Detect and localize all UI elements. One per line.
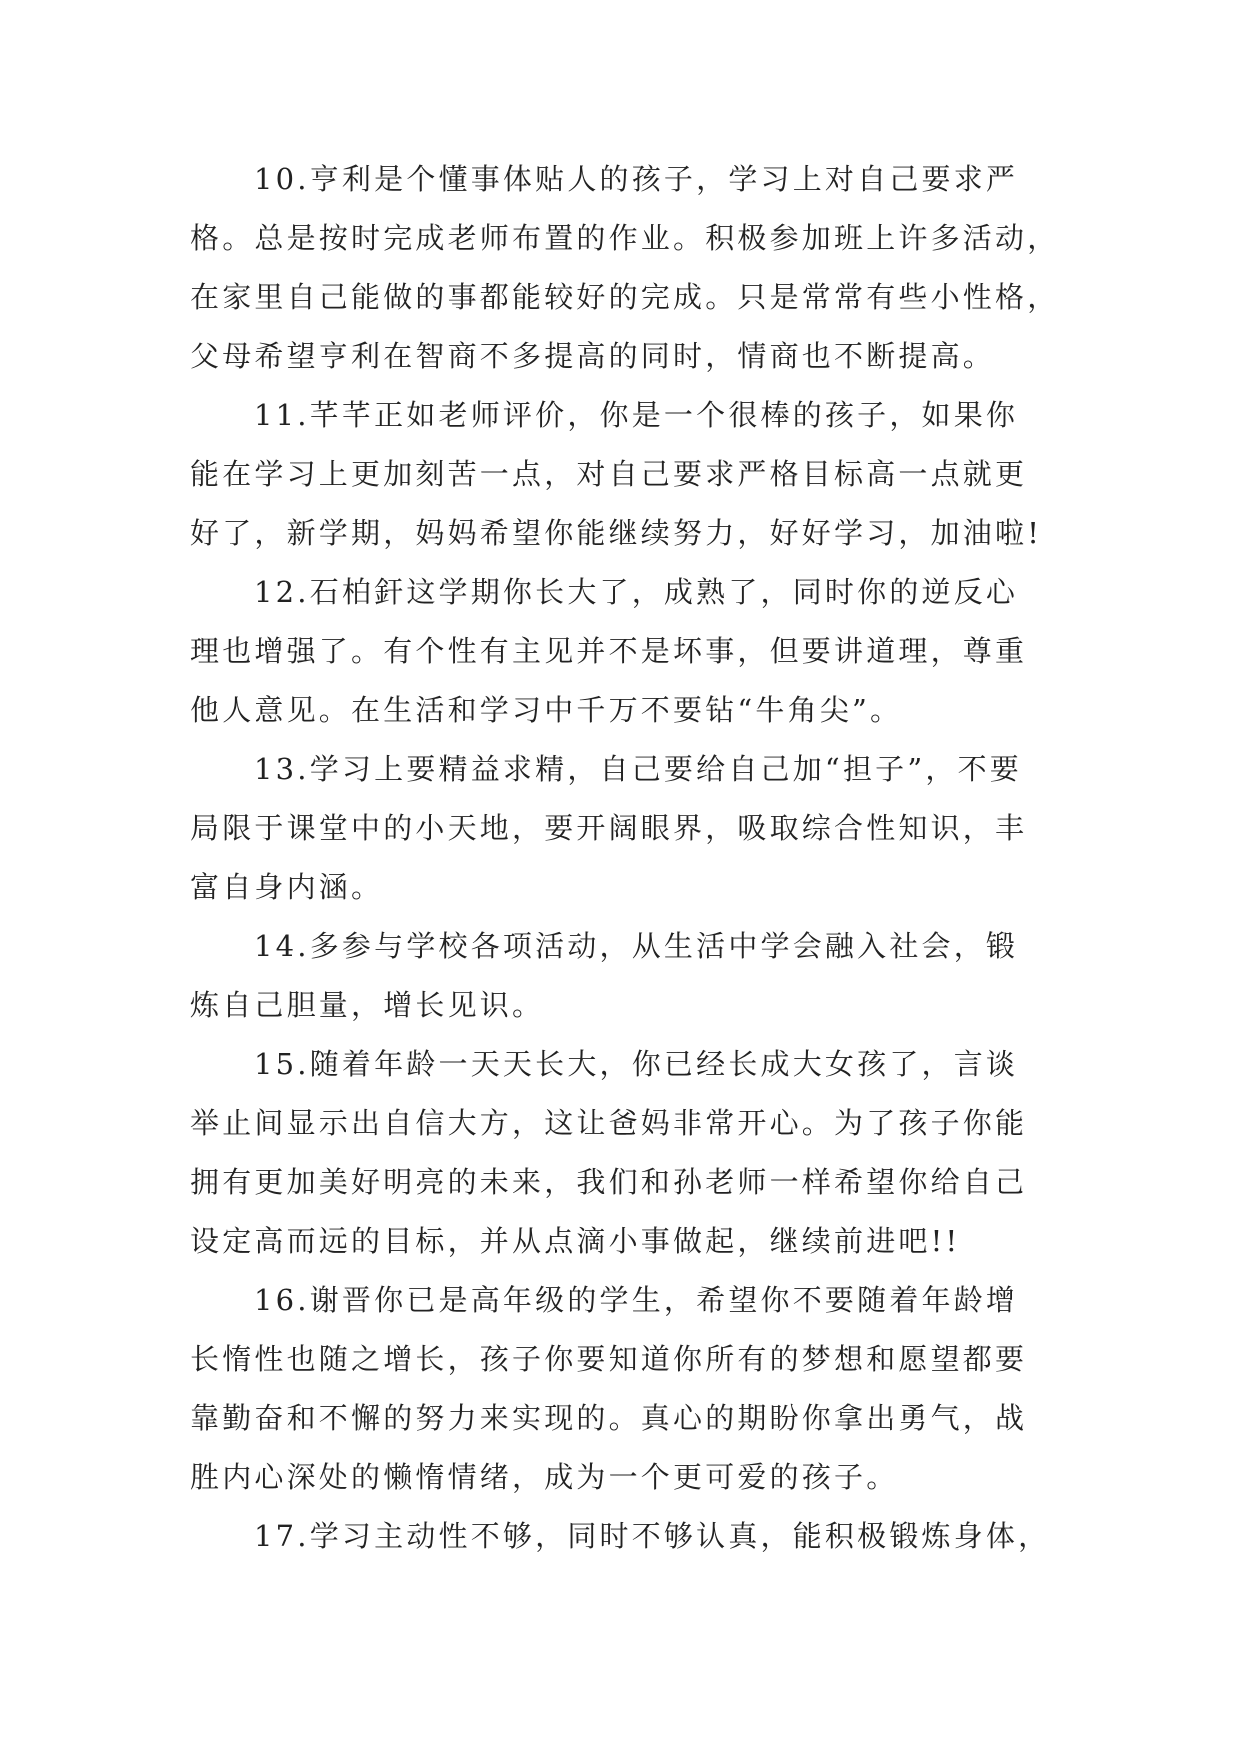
paragraph-11 [190,386,1090,563]
paragraph-line: 10.亨利是个懂事体贴人的孩子，学习上对自己要求严 [254,162,1019,196]
paragraph-line: 局限于课堂中的小天地，要开阔眼界，吸取综合性知识，丰 [190,811,1028,845]
paragraph-line: 17.学习主动性不够，同时不够认真，能积极锻炼身体， [254,1519,1051,1553]
paragraph-line: 他人意见。在生活和学习中千万不要钻“牛角尖”。 [190,693,903,727]
paragraph-line: 12.石柏釬这学期你长大了，成熟了，同时你的逆反心 [254,575,1019,609]
paragraph-line: 好了，新学期，妈妈希望你能继续努力，好好学习，加油啦! [190,516,1043,550]
paragraph-line: 炼自己胆量，增长见识。 [190,988,545,1022]
paragraph-13 [190,740,1090,917]
paragraph-12 [190,563,1090,740]
paragraph-line: 拥有更加美好明亮的未来，我们和孙老师一样希望你给自己 [190,1165,1028,1199]
paragraph-10 [190,150,1090,386]
paragraph-line: 格。总是按时完成老师布置的作业。积极参加班上许多活动， [190,221,1060,255]
paragraph-line: 13.学习上要精益求精，自己要给自己加“担子”，不要 [254,752,1022,786]
paragraph-line: 11.芊芊正如老师评价，你是一个很棒的孩子，如果你 [254,398,1019,432]
paragraph-line: 富自身内涵。 [190,870,384,904]
paragraph-16 [190,1271,1090,1507]
paragraph-line: 父母希望亨利在智商不多提高的同时，情商也不断提高。 [190,339,996,373]
paragraph-line: 胜内心深处的懒惰情绪，成为一个更可爱的孩子。 [190,1460,899,1494]
paragraph-line: 举止间显示出自信大方，这让爸妈非常开心。为了孩子你能 [190,1106,1028,1140]
paragraph-17 [190,1507,1090,1566]
paragraph-line: 靠勤奋和不懈的努力来实现的。真心的期盼你拿出勇气，战 [190,1401,1028,1435]
document-body [190,150,1090,1566]
paragraph-line: 14.多参与学校各项活动，从生活中学会融入社会，锻 [254,929,1019,963]
paragraph-line: 理也增强了。有个性有主见并不是坏事，但要讲道理，尊重 [190,634,1028,668]
paragraph-15 [190,1035,1090,1271]
paragraph-line: 设定高而远的目标，并从点滴小事做起，继续前进吧!! [190,1224,961,1258]
paragraph-line: 16.谢晋你已是高年级的学生，希望你不要随着年龄增 [254,1283,1019,1317]
paragraph-line: 能在学习上更加刻苦一点，对自己要求严格目标高一点就更 [190,457,1028,491]
paragraph-line: 在家里自己能做的事都能较好的完成。只是常常有些小性格， [190,280,1060,314]
paragraph-line: 长惰性也随之增长，孩子你要知道你所有的梦想和愿望都要 [190,1342,1028,1376]
paragraph-line: 15.随着年龄一天天长大，你已经长成大女孩了，言谈 [254,1047,1019,1081]
paragraph-14 [190,917,1090,1035]
